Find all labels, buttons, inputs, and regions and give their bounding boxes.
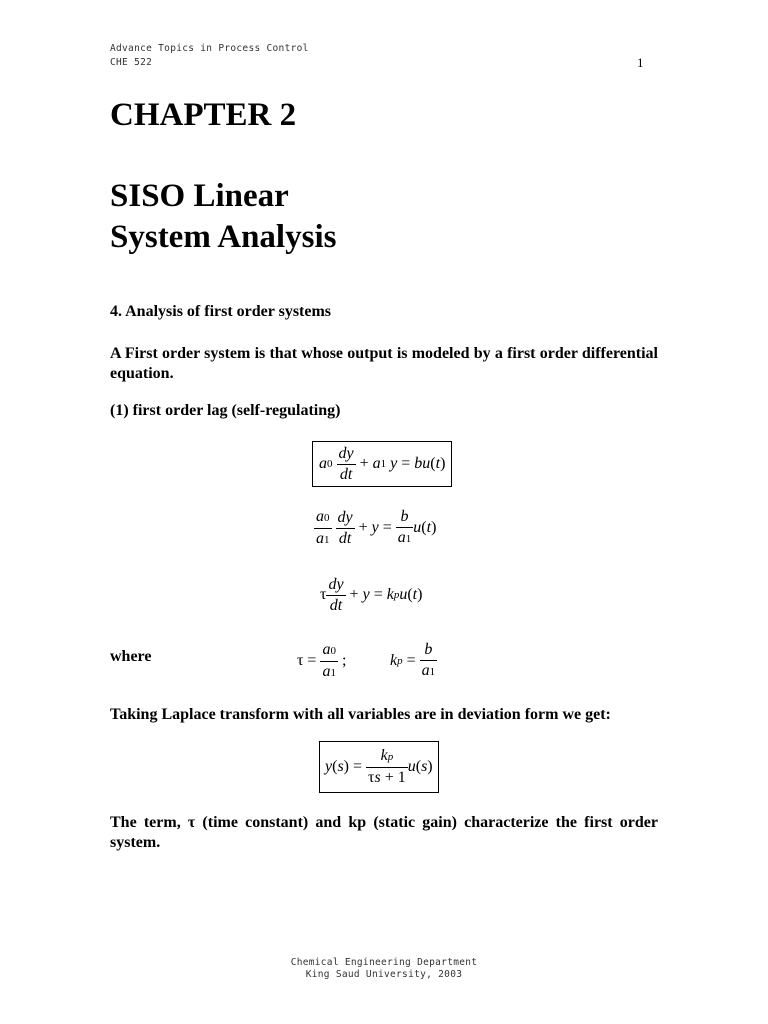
intro-paragraph: A First order system is that whose output is modeled by a first order differential equation. — [110, 345, 658, 382]
header-course: Advance Topics in Process Control — [110, 43, 309, 54]
closing-paragraph: The term, τ (time constant) and kp (static gain) characterize the first order system. — [110, 814, 658, 851]
definition-tau: τ = $\frac{a0}{a1}$ ; — [297, 640, 347, 680]
laplace-paragraph: Taking Laplace transform with all variables are in deviation form we get: — [110, 706, 611, 723]
definition-kp: k p = $\frac{b}{a1}$ — [390, 641, 436, 679]
title-line-1: SISO Linear — [110, 178, 289, 214]
subsection-heading: (1) first order lag (self-regulating) — [110, 402, 341, 419]
equation-transfer-function: y ( s ) = $\frac{kp}{\tau s + 1}$ u ( s ) — [319, 741, 439, 793]
chapter-heading: CHAPTER 2 — [110, 97, 297, 133]
equation-1-boxed: a 0 $\frac{dy}{dt}$ + a 1 y = bu ( t ) — [312, 441, 452, 487]
section-heading: 4. Analysis of first order systems — [110, 303, 332, 320]
equation-3: τ $\frac{dy}{dt}$ + y = k p u ( t ) — [320, 575, 423, 614]
header-code: CHE 522 — [110, 57, 153, 68]
where-label: where — [110, 648, 152, 665]
footer-university: King Saud University, 2003 — [305, 969, 463, 980]
page-number: 1 — [637, 55, 644, 70]
footer-department: Chemical Engineering Department — [290, 957, 478, 968]
equation-2: $\frac{a0}{a1}$ $\frac{dy}{dt}$ + y = $\frac{b}{a1}$ u ( t ) — [316, 507, 437, 547]
title-line-2: System Analysis — [110, 219, 337, 255]
chapter-title — [110, 176, 336, 258]
